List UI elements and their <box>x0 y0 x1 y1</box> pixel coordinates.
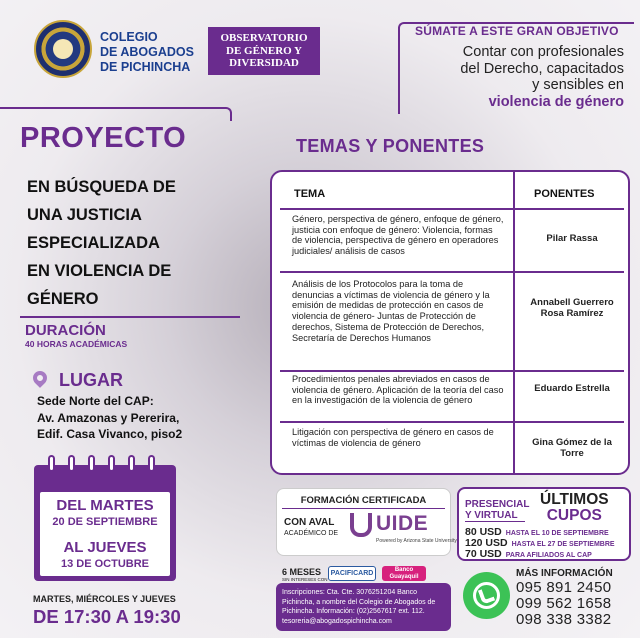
topics-table <box>270 170 630 475</box>
uide-logo-icon <box>350 513 372 537</box>
phone-number[interactable]: 095 891 2450 <box>516 579 612 596</box>
duration-value: 40 HORAS ACADÉMICAS <box>25 339 128 349</box>
phone-number[interactable]: 099 562 1658 <box>516 595 612 612</box>
date-start-label: DEL MARTES <box>56 497 154 514</box>
place-label: LUGAR <box>59 370 123 390</box>
certification-divider <box>282 508 445 509</box>
table-row-topic: Análisis de los Protocolos para la toma de denuncias a víctimas de violencia de género y la emisión de medidas de protección en casos de violencia de género- Juntas de Protección de derechos, Sistema de Protección de Derechos, Secretaría de Derechos Humanos <box>292 279 490 343</box>
observatorio-badge: OBSERVATORIO DE GÉNERO Y DIVERSIDAD <box>208 27 320 75</box>
table-row-speaker: Eduardo Estrella <box>534 383 610 394</box>
colegio-name: COLEGIO DE ABOGADOS DE PICHINCHA <box>100 30 194 74</box>
date-end-label: AL JUEVES <box>63 539 147 556</box>
banco-guayaquil-logo: Banco Guayaquil <box>382 566 426 581</box>
table-divider <box>280 421 624 423</box>
duration-divider <box>20 316 240 318</box>
project-label: PROYECTO <box>20 122 187 154</box>
pacificard-logo: PACIFICARD <box>328 566 376 581</box>
schedule-hours: DE 17:30 A 19:30 <box>33 606 181 627</box>
date-start: 20 DE SEPTIEMBRE <box>52 516 158 528</box>
table-row-speaker: Pilar Rassa <box>546 233 598 244</box>
sumate-title: SÚMATE A ESTE GRAN OBJETIVO <box>415 24 619 38</box>
calendar-ring <box>128 455 135 472</box>
inscription-info: Inscripciones: Cta. Cte. 3076251204 Banco Pichincha, a nombre del Colegio de Abogados de Pichincha. Información: (02)2567617 ext. 112. tesoreria@abogadospichincha.com <box>276 583 451 631</box>
table-row-topic: Procedimientos penales abreviados en casos de violencia de género. Aplicación de la teoría del caso en la investigación de la violencia de género <box>292 374 504 406</box>
schedule-days: MARTES, MIÉRCOLES Y JUEVES <box>33 594 176 604</box>
uide-sub: Powered by Arizona State University <box>376 538 457 544</box>
col-header-topic: TEMA <box>294 188 326 200</box>
price-row: 70 USD PARA AFILIADOS AL CAP <box>465 548 592 560</box>
phone-number[interactable]: 098 338 3382 <box>516 611 612 628</box>
whatsapp-icon[interactable] <box>463 572 510 619</box>
aval-label: CON AVAL <box>284 517 335 528</box>
colegio-seal-logo <box>34 20 92 78</box>
uide-logo-text: UIDE <box>376 512 429 535</box>
duration-label: DURACIÓN <box>25 322 106 339</box>
calendar-ring <box>148 455 155 472</box>
calendar-ring <box>88 455 95 472</box>
table-divider <box>280 271 624 273</box>
contact-label: MÁS INFORMACIÓN <box>516 568 613 579</box>
table-row-topic: Litigación con perspectiva de género en casos de víctimas de violencia de género <box>292 427 494 448</box>
table-row-speaker: Annabell Guerrero Rosa Ramírez <box>530 297 614 319</box>
price-row: 120 USD HASTA EL 27 DE SEPTIEMBRE <box>465 537 615 549</box>
sumate-text: Contar con profesionales del Derecho, capacitados y sensibles en violencia de género <box>460 44 624 110</box>
installments-label: 6 MESES <box>282 567 322 577</box>
calendar-ring <box>48 455 55 472</box>
place-address: Sede Norte del CAP: Av. Amazonas y Pererira, Edif. Casa Vivanco, piso2 <box>37 394 183 441</box>
topics-title: TEMAS Y PONENTES <box>296 136 485 156</box>
decorative-divider <box>0 107 232 121</box>
certification-title: FORMACIÓN CERTIFICADA <box>300 495 427 506</box>
calendar-ring <box>68 455 75 472</box>
installments-sub: SIN INTERESES CON <box>282 577 328 582</box>
calendar-ring <box>108 455 115 472</box>
project-title: EN BÚSQUEDA DE UNA JUSTICIA ESPECIALIZADA EN VIOLENCIA DE GÉNERO <box>27 178 176 308</box>
last-spots-label: ÚLTIMOS CUPOS <box>540 491 609 524</box>
modality-label: PRESENCIAL Y VIRTUAL <box>465 499 530 521</box>
table-row-topic: Género, perspectiva de género, enfoque de género, justicia con enfoque de género: Violencia, formas de violencia, perspectiva de género en operadores judiciales/ análisis de casos <box>292 214 504 257</box>
date-end: 13 DE OCTUBRE <box>60 558 150 570</box>
table-divider <box>280 370 624 372</box>
modality-divider <box>465 521 525 522</box>
col-header-speakers: PONENTES <box>534 188 595 200</box>
table-column-divider <box>513 172 515 473</box>
table-row-speaker: Gina Gómez de la Torre <box>532 437 612 459</box>
price-row: 80 USD HASTA EL 10 DE SEPTIEMBRE <box>465 526 609 538</box>
table-divider <box>280 208 624 210</box>
aval-sub: ACADÉMICO DE <box>284 530 339 537</box>
